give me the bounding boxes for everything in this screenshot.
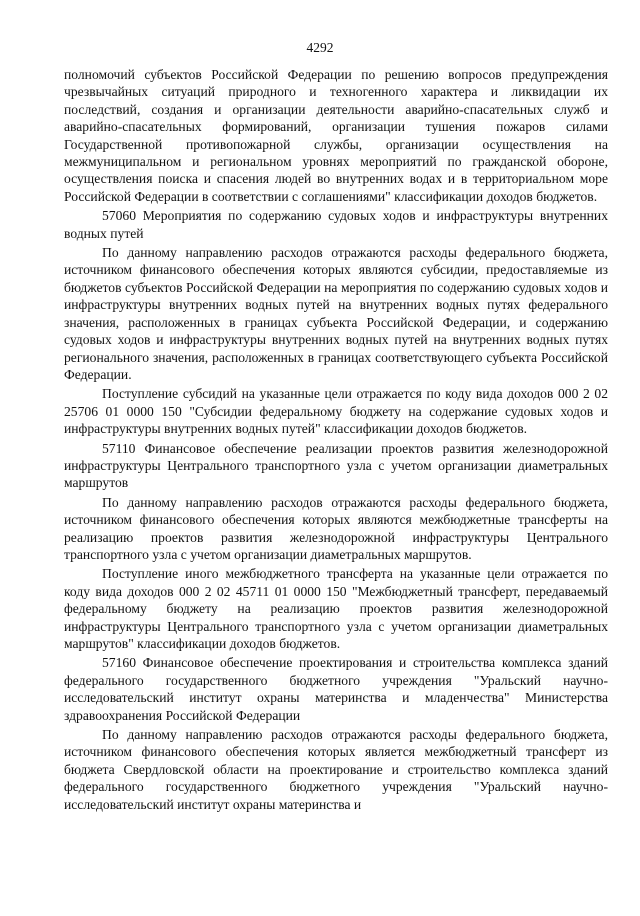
section-heading-57110: 57110 Финансовое обеспечение реализации проектов развития железнодорожной инфраструктуры Центрального транспортного узла с учетом организации диаметральных маршрутов bbox=[64, 440, 608, 491]
page-number: 4292 bbox=[306, 40, 334, 55]
section-heading-57160: 57160 Финансовое обеспечение проектирования и строительства комплекса зданий федерального государственного бюджетного учреждения "Уральский научно-исследовательский институт охраны материнства и младенчества" Министерства здравоохранения Российской Федерации bbox=[64, 655, 608, 723]
paragraph-expenses-57110: По данному направлению расходов отражаются расходы федерального бюджета, источником финансового обеспечения которых являются межбюджетные трансферты на реализацию проектов развития железнодорожной инфраструктуры Центрального транспортного узла с учетом организации диаметральных маршрутов. bbox=[64, 494, 608, 562]
paragraph-expenses-57160: По данному направлению расходов отражаются расходы федерального бюджета, источником финансового обеспечения которых является межбюджетный трансферт из бюджета Свердловской области на проектирование и строительство комплекса зданий федерального государственного бюджетного учреждения "Уральский научно-исследовательский институт охраны материнства и bbox=[64, 727, 608, 812]
paragraph-income-57110: Поступление иного межбюджетного трансферта на указанные цели отражается по коду вида доходов 000 2 02 45711 01 0000 150 "Межбюджетный трансферт, передаваемый федеральному бюджету на реализацию проектов развития железнодорожной инфраструктуры Центрального транспортного узла с учетом организации диаметральных маршрутов" классификации доходов бюджетов. bbox=[64, 566, 608, 651]
document-body bbox=[64, 66, 608, 813]
paragraph-expenses-57060: По данному направлению расходов отражаются расходы федерального бюджета, источником финансового обеспечения которых являются субсидии, предоставляемые из бюджетов субъектов Российской Федерации на мероприятия по содержанию судовых ходов и инфраструктуры внутренних водных путей на внутренних водных путях федерального значения, расположенных в границах субъекта Российской Федерации, и содержанию судовых ходов и инфраструктуры внутренних водных путей на внутренних водных путях регионального значения, расположенных в границах соответствующего субъекта Российской Федерации. bbox=[64, 245, 608, 382]
paragraph-continuation: полномочий субъектов Российской Федерации по решению вопросов предупреждения чрезвычайных ситуаций природного и техногенного характера и ликвидации их последствий, создания и организации деятельности аварийно-спасательных служб и аварийно-спасательных формирований, организации тушения пожаров силами Государственной противопожарной службы, организации осуществления на межмуниципальном и региональном уровнях мероприятий по гражданской обороне, осуществления поиска и спасения людей во внутренних водах и в территориальном море Российской Федерации в соответствии с соглашениями" классификации доходов бюджетов. bbox=[64, 67, 608, 204]
section-heading-57060: 57060 Мероприятия по содержанию судовых ходов и инфраструктуры внутренних водных путей bbox=[64, 208, 608, 241]
paragraph-income-57060: Поступление субсидий на указанные цели отражается по коду вида доходов 000 2 02 25706 01 0000 150 "Субсидии федеральному бюджету на содержание судовых ходов и инфраструктуры внутренних водных путей" классификации доходов бюджетов. bbox=[64, 386, 608, 437]
